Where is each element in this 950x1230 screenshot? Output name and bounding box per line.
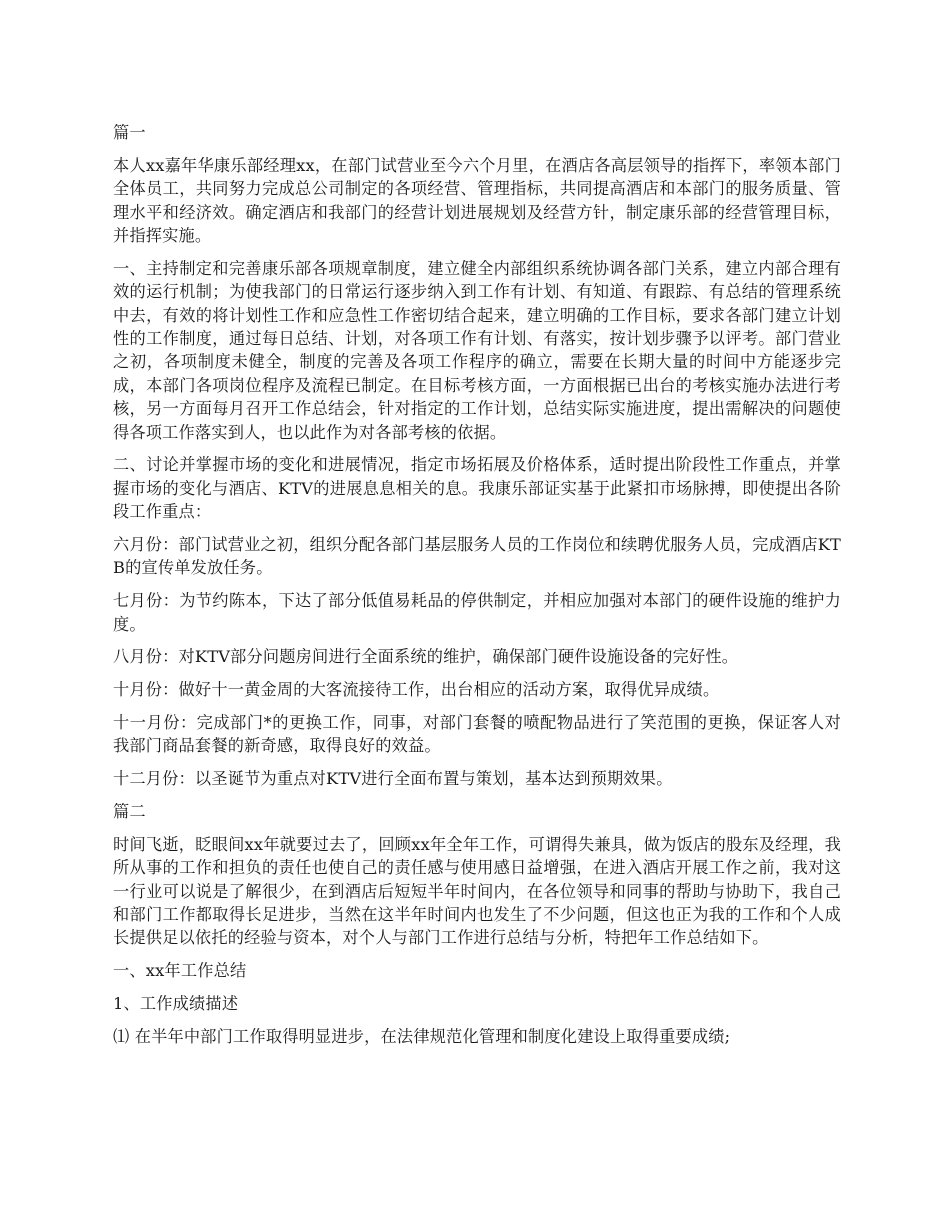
paragraph-summary-intro: 时间飞逝，眨眼间xx年就要过去了，回顾xx年全年工作，可谓得失兼具，做为饭店的股东及经理，我所从事的工作和担负的责任也使自己的责任感与使用感日益增强，在进入酒店开展工作之前，我对这一行业可以说是了解很少，在到酒店后短短半年时间内，在各位领导和同事的帮助与协助下，我自己和部门工作都取得长足进步，当然在这半年时间内也发生了不少问题，但这也正为我的工作和个人成长提供足以依托的经验与资本，对个人与部门工作进行总结与分析，特把年工作总结如下。	[113, 834, 841, 948]
paragraph-item-1: 一、主持制定和完善康乐部各项规章制度，建立健全内部组织系统协调各部门关系，建立内部合理有效的运行机制；为使我部门的日常运行逐步纳入到工作有计划、有知道、有跟踪、有总结的管理系统中去，有效的将计划性工作和应急性工作密切结合起来，建立明确的工作目标，要求各部门建立计划性的工作制度，通过每日总结、计划，对各项工作有计划、有落实，按计划步骤予以评考。部门营业之初，各项制度未健全，制度的完善及各项工作程序的确立，需要在长期大量的时间中方能逐步完成，本部门各项岗位程序及流程已制定。在目标考核方面，一方面根据已出台的考核实施办法进行考核，另一方面每月召开工作总结会，针对指定的工作计划，总结实际实施进度，提出需解决的问题使得各项工作落实到人，也以此作为对各部考核的依据。	[113, 258, 841, 442]
paragraph-august: 八月份：对KTV部分问题房间进行全面系统的维护，确保部门硬件设施设备的完好性。	[113, 647, 739, 667]
document-body	[113, 121, 841, 1058]
subheading-achievements: 1、工作成绩描述	[113, 994, 239, 1014]
section-heading-1: 篇一	[113, 123, 146, 142]
paragraph-december: 十二月份：以圣诞节为重点对KTV进行全面布置与策划，基本达到预期效果。	[113, 769, 673, 789]
paragraph-intro: 本人xx嘉年华康乐部经理xx，在部门试营业至今六个月里，在酒店各高层领导的指挥下，率领本部门全体员工，共同努力完成总公司制定的各项经营、管理指标，共同提高酒店和本部门的服务质量、管理水平和经济效。确定酒店和我部门的经营计划进展规划及经营方针，制定康乐部的经营管理目标，并指挥实施。	[113, 155, 841, 246]
paragraph-june: 六月份：部门试营业之初，组织分配各部门基层服务人员的工作岗位和续聘优服务人员，完成酒店KTB的宣传单发放任务。	[113, 535, 841, 578]
paragraph-october: 十月份：做好十一黄金周的大客流接待工作，出台相应的活动方案，取得优异成绩。	[113, 680, 720, 700]
paragraph-july: 七月份：为节约陈本，下达了部分低值易耗品的停供制定，并相应加强对本部门的硬件设施的维护力度。	[113, 591, 841, 634]
paragraph-item-2: 二、讨论并掌握市场的变化和进展情况，指定市场拓展及价格体系，适时提出阶段性工作重点，并掌握市场的变化与酒店、KTV的进展息息相关的息。我康乐部证实基于此紧扣市场脉搏，即使提出各阶段工作重点：	[113, 455, 841, 522]
subheading-year-summary: 一、xx年工作总结	[113, 961, 247, 981]
list-item-1: ⑴ 在半年中部门工作取得明显进步，在法律规范化管理和制度化建设上取得重要成绩;	[113, 1026, 731, 1046]
paragraph-november: 十一月份：完成部门*的更换工作，同事，对部门套餐的喷配物品进行了笑范围的更换，保证客人对我部门商品套餐的新奇感，取得良好的效益。	[113, 713, 841, 756]
section-heading-2: 篇二	[113, 802, 146, 822]
